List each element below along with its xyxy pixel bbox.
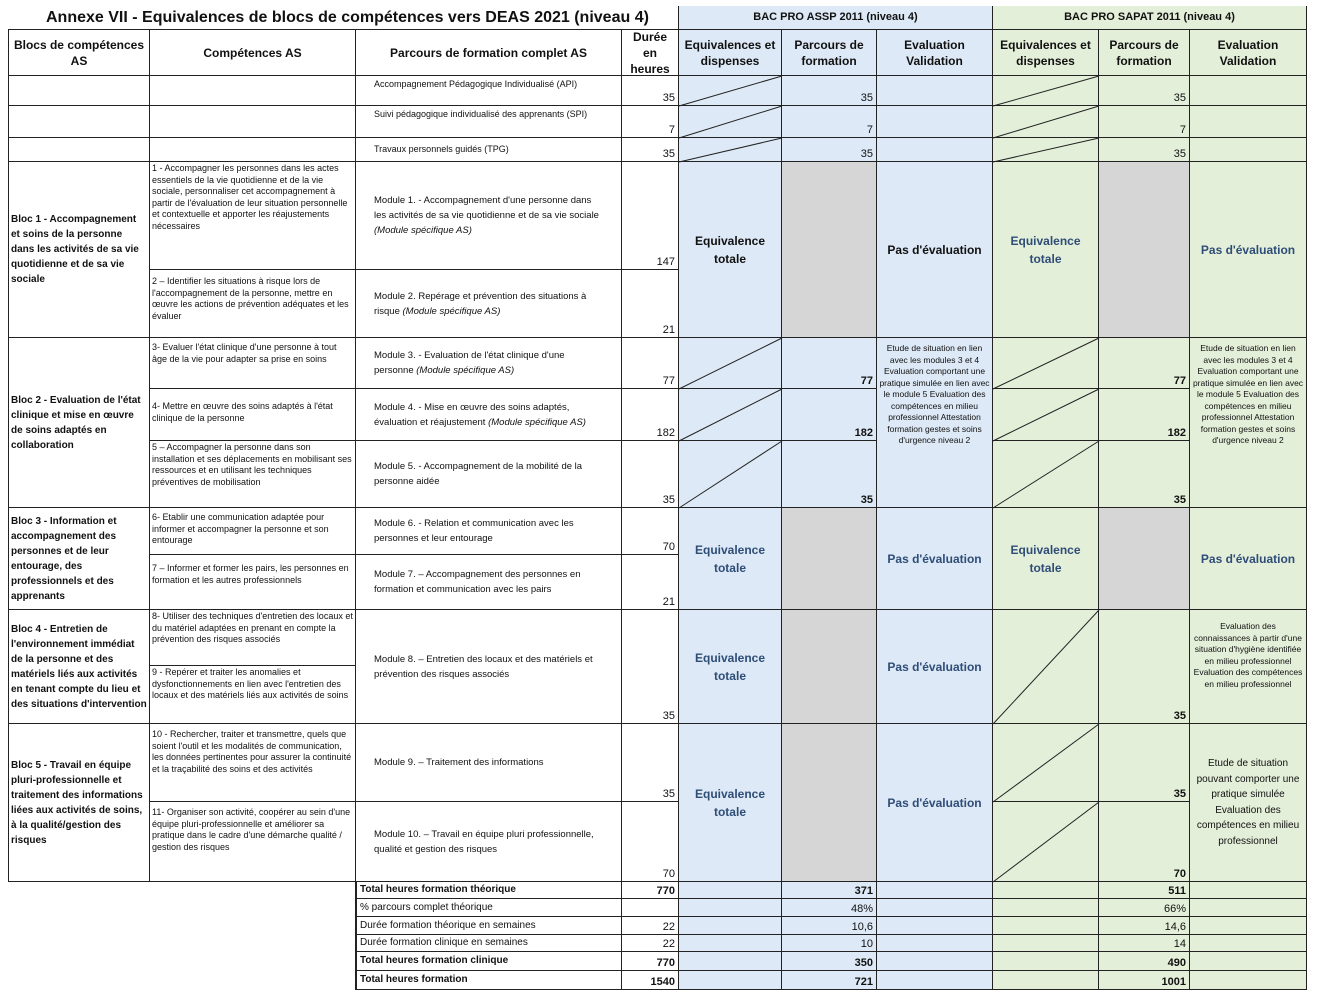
bloc-1-name: Bloc 1 - Accompagnement et soins de la personne dans les activités de sa vie quotidienne et de sa vie sociale xyxy=(8,162,150,338)
duree-value: 35 xyxy=(622,724,679,802)
module-tag: (Module spécifique AS) xyxy=(374,225,472,236)
diagonal-line xyxy=(993,389,1099,441)
bloc-5-name: Bloc 5 - Travail en équipe pluri-professionnelle et traitement des informations liées aux activités de soins, à la qualité/gestion des risques xyxy=(8,724,150,882)
total-label: Durée formation théorique en semaines xyxy=(356,917,622,935)
total-duree: 1540 xyxy=(622,971,679,990)
total-sapat-value: 14 xyxy=(1099,935,1190,952)
module-text: Module 8. – Entretien des locaux et des matériels et prévention des risques associés xyxy=(374,653,593,680)
diagonal-line xyxy=(679,441,782,508)
header-blocs: Blocs de compétences AS xyxy=(8,30,150,76)
sapat-eval-bloc-4: Evaluation des connaissances à partir d'une situation d'hygiène identifiée en milieu professionnel Evaluation des compétences en milieu professionnel xyxy=(1190,610,1307,724)
page-title: Annexe VII - Equivalences de blocs de compétences vers DEAS 2021 (niveau 4) xyxy=(8,6,679,30)
bloc-4-name: Bloc 4 - Entretien de l'environnement immédiat de la personne et des matériels liés aux activités en tenant compte du lieu et des situations d'intervention xyxy=(8,610,150,724)
sapat-parcours-value: 35 xyxy=(1099,76,1190,106)
total-sapat-value: 14,6 xyxy=(1099,917,1190,935)
total-assp-value: 10 xyxy=(782,935,877,952)
diagonal-line xyxy=(679,389,782,441)
sapat-parcours-value: 7 xyxy=(1099,106,1190,138)
module-text: Module 3. - Evaluation de l'état clinique d'une personne xyxy=(374,350,565,376)
diagonal-line xyxy=(993,138,1099,162)
total-duree: 22 xyxy=(622,935,679,952)
module-text: Module 9. – Traitement des informations xyxy=(374,757,544,768)
diagonal-line xyxy=(993,338,1099,389)
bloc-2-name: Bloc 2 - Evaluation de l'état clinique et mise en œuvre de soins adaptés en collaboration xyxy=(8,338,150,508)
diagonal-line xyxy=(993,76,1099,106)
module-tag: (Module spécifique AS) xyxy=(402,305,501,317)
total-label: Total heures formation théorique xyxy=(356,882,622,899)
module-text: Module 4. - Mise en œuvre des soins adaptés, évaluation et réajustement xyxy=(374,401,570,428)
competence-6: 6- Etablir une communication adaptée pour informer et accompagner la personne et son entourage xyxy=(150,508,356,555)
competence-7: 7 – Informer et former les pairs, les personnes en formation et les autres professionnels xyxy=(150,555,356,610)
sapat-pas-eval: Pas d'évaluation xyxy=(1190,162,1307,338)
assp-equiv-totale: Equivalence totale xyxy=(679,724,782,882)
total-assp-value: 721 xyxy=(782,971,877,990)
competence-3: 3- Evaluer l'état clinique d'une personne à tout âge de la vie pour adapter sa prise en soins xyxy=(150,338,356,389)
total-duree: 22 xyxy=(622,917,679,935)
intro-label: Suivi pédagogique individualisé des apprenants (SPI) xyxy=(356,106,622,138)
total-duree: 770 xyxy=(622,952,679,971)
header-sapat-equiv: Equivalences et dispenses xyxy=(993,30,1099,76)
sapat-parcours-value: 35 xyxy=(1099,441,1190,508)
diagonal-line xyxy=(993,106,1099,138)
module-text: Module 5. - Accompagnement de la mobilité de la personne aidée xyxy=(374,461,583,487)
intro-label: Travaux personnels guidés (TPG) xyxy=(356,138,622,162)
diagonal-line xyxy=(679,138,782,162)
assp-pas-eval: Pas d'évaluation xyxy=(877,610,993,724)
duree-value: 35 xyxy=(622,610,679,724)
header-parcours: Parcours de formation complet AS xyxy=(356,30,622,76)
header-sapat-parcours: Parcours de formation xyxy=(1099,30,1190,76)
diagonal-line xyxy=(993,610,1099,724)
duree-value: 70 xyxy=(622,508,679,555)
competence-8: 8- Utiliser des techniques d'entretien des locaux et du matériel adaptées en prenant en compte la prévention des risques associés xyxy=(150,610,356,666)
sapat-parcours-value: 35 xyxy=(1099,138,1190,162)
assp-pas-eval: Pas d'évaluation xyxy=(877,162,993,338)
sapat-equiv-totale: Equivalence totale xyxy=(993,162,1099,338)
sapat-pas-eval: Pas d'évaluation xyxy=(1190,508,1307,610)
sapat-parcours-value: 182 xyxy=(1099,389,1190,441)
competence-4: 4- Mettre en œuvre des soins adaptés à l'état clinique de la personne xyxy=(150,389,356,441)
total-duree: 770 xyxy=(622,882,679,899)
assp-parcours-value: 35 xyxy=(782,441,877,508)
total-label: % parcours complet théorique xyxy=(356,899,622,917)
header-assp-eval: Evaluation Validation xyxy=(877,30,993,76)
total-sapat-value: 490 xyxy=(1099,952,1190,971)
total-sapat-value: 1001 xyxy=(1099,971,1190,990)
total-assp-value: 10,6 xyxy=(782,917,877,935)
module-text: Module 2. Repérage et prévention des situations à risque xyxy=(374,290,587,317)
duree-value: 35 xyxy=(622,441,679,508)
header-assp-equiv: Equivalences et dispenses xyxy=(679,30,782,76)
sapat-parcours-value: 35 xyxy=(1099,724,1190,802)
module-text: Module 6. - Relation et communication avec les personnes et leur entourage xyxy=(374,518,574,544)
assp-eval-bloc-2: Etude de situation en lien avec les modules 3 et 4 Evaluation comportant une pratique simulée en lien avec le module 5 Evaluation des compétences en milieu professionnel Attestation formation gestes et soins d'urgence niveau 2 xyxy=(877,338,993,508)
sapat-eval-bloc-2: Etude de situation en lien avec les modules 3 et 4 Evaluation comportant une pratique simulée en lien avec le module 5 Evaluation des compétences en milieu professionnel Attestation formation gestes et soins d'urgence niveau 2 xyxy=(1190,338,1307,508)
total-label: Durée formation clinique en semaines xyxy=(356,935,622,952)
assp-equiv-totale: Equivalence totale xyxy=(679,162,782,338)
module-text: Module 7. – Accompagnement des personnes en formation et communication avec les pairs xyxy=(374,569,581,595)
assp-equiv-totale: Equivalence totale xyxy=(679,610,782,724)
diagonal-line xyxy=(679,338,782,389)
module-tag: (Module spécifique AS) xyxy=(488,416,586,428)
total-assp-value: 350 xyxy=(782,952,877,971)
assp-parcours-value: 35 xyxy=(782,76,877,106)
duree-value: 7 xyxy=(622,106,679,138)
competence-2: 2 – Identifier les situations à risque lors de l'accompagnement de la personne, mettre en œuvre les actions de prévention adéquates et les évaluer xyxy=(150,270,356,338)
duree-value: 77 xyxy=(622,338,679,389)
diagonal-line xyxy=(993,724,1099,802)
header-sapat-eval: Evaluation Validation xyxy=(1190,30,1307,76)
diagonal-line xyxy=(993,441,1099,508)
diagonal-line xyxy=(993,802,1099,882)
intro-label: Accompagnement Pédagogique Individualisé (API) xyxy=(356,76,622,106)
total-label: Total heures formation xyxy=(356,971,622,990)
diagonal-line xyxy=(679,106,782,138)
duree-value: 21 xyxy=(622,270,679,338)
assp-pas-eval: Pas d'évaluation xyxy=(877,724,993,882)
duree-value: 182 xyxy=(622,389,679,441)
module-tag: (Module spécifique AS) xyxy=(416,365,515,376)
header-competences: Compétences AS xyxy=(150,30,356,76)
assp-parcours-value: 182 xyxy=(782,389,877,441)
competence-1: 1 - Accompagner les personnes dans les actes essentiels de la vie quotidienne et de la vie sociale, personnaliser cet accompagnement à partir de l'évaluation de leur situation personnelle et contextuelle et apporter les réajustements nécessaires xyxy=(150,162,356,270)
total-assp-value: 371 xyxy=(782,882,877,899)
duree-value: 35 xyxy=(622,138,679,162)
assp-parcours-value: 7 xyxy=(782,106,877,138)
sapat-eval-bloc-5: Etude de situation pouvant comporter une pratique simulée Evaluation des compétences en milieu professionnel xyxy=(1190,724,1307,882)
module-text: Module 10. – Travail en équipe pluri professionnelle, qualité et gestion des risques xyxy=(374,828,594,855)
duree-value: 147 xyxy=(622,162,679,270)
competence-9: 9 - Repérer et traiter les anomalies et dysfonctionnements en lien avec l'entretien des locaux et des matériels liés aux activités de soins xyxy=(150,666,356,724)
duree-value: 35 xyxy=(622,76,679,106)
total-sapat-value: 66% xyxy=(1099,899,1190,917)
sapat-parcours-value: 70 xyxy=(1099,802,1190,882)
duree-value: 70 xyxy=(622,802,679,882)
group-header-sapat: BAC PRO SAPAT 2011 (niveau 4) xyxy=(993,6,1307,30)
duree-value: 21 xyxy=(622,555,679,610)
assp-equiv-totale: Equivalence totale xyxy=(679,508,782,610)
total-assp-value: 48% xyxy=(782,899,877,917)
diagonal-line xyxy=(679,76,782,106)
header-duree: Durée en heures xyxy=(622,30,679,76)
module-text: Module 1. - Accompagnement d'une personne dans les activités de sa vie quotidienne et de sa vie sociale xyxy=(374,195,599,221)
group-header-assp: BAC PRO ASSP 2011 (niveau 4) xyxy=(679,6,993,30)
competence-11: 11- Organiser son activité, coopérer au sein d'une équipe pluri-professionnelle et améliorer sa pratique dans le cadre d'une démarche qualité / gestion des risques xyxy=(150,802,356,882)
sapat-equiv-totale: Equivalence totale xyxy=(993,508,1099,610)
assp-pas-eval: Pas d'évaluation xyxy=(877,508,993,610)
sapat-parcours-value: 35 xyxy=(1099,610,1190,724)
total-sapat-value: 511 xyxy=(1099,882,1190,899)
bloc-3-name: Bloc 3 - Information et accompagnement des personnes et de leur entourage, des professionnels et des apprenants xyxy=(8,508,150,610)
total-label: Total heures formation clinique xyxy=(356,952,622,971)
assp-parcours-value: 35 xyxy=(782,138,877,162)
competence-10: 10 - Rechercher, traiter et transmettre, quels que soient l'outil et les modalités de communication, les données pertinentes pour assurer la continuité et la traçabilité des soins et des activités xyxy=(150,724,356,802)
assp-parcours-value: 77 xyxy=(782,338,877,389)
sapat-parcours-value: 77 xyxy=(1099,338,1190,389)
competence-5: 5 – Accompagner la personne dans son installation et ses déplacements en mobilisant ses ressources et en utilisant les techniques préventives de mobilisation xyxy=(150,441,356,508)
header-assp-parcours: Parcours de formation xyxy=(782,30,877,76)
